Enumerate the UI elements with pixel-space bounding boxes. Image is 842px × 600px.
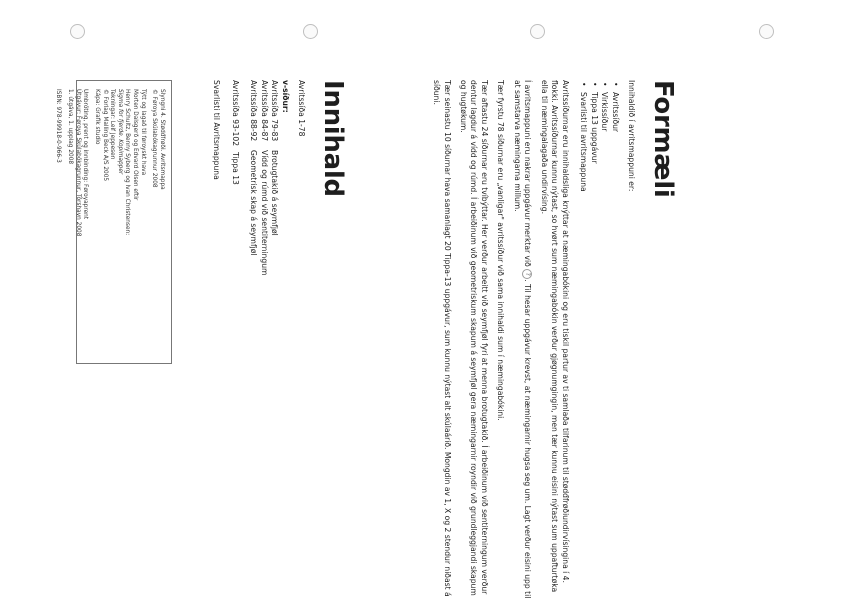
list-item: • Virkissíður xyxy=(599,92,609,600)
colophon-block-2 xyxy=(92,89,145,355)
colophon-line: Henry Schultz, Benny Syberg og Ivan Christensen: xyxy=(124,89,131,236)
colophon-block-1 xyxy=(150,89,165,355)
row-topic: Brotugtakið á seymfjøl xyxy=(270,150,280,236)
contents-list xyxy=(578,80,620,600)
paragraph-2-start: Í avritsmappuni eru nakrar uppgávur merktar við xyxy=(523,80,533,267)
table-row xyxy=(248,80,258,600)
list-item: • Tippa 13 uppgávur xyxy=(588,92,598,600)
punch-hole-4 xyxy=(759,24,774,39)
paragraph-2-end: . Til hesar uppgávur krevst, at næmingarnir hugsa seg um. Lagt verður eisini upp til at samstarva næmingarna millum. xyxy=(512,80,533,599)
paragraph-5: Tær seinastu 10 síðurnar hava samanlagt 20 Tippa-13 uppgávur, sum kunnu nýtast alt skúlaárið. Mongdin av 1, X og 2 stendur niðast á síðuni. xyxy=(432,80,452,597)
colophon-line: Morten Dalsgerð og Edvard Olsen eftir xyxy=(132,89,139,201)
row-pages: Avritssíða 88-92 xyxy=(249,80,259,142)
punch-hole-1 xyxy=(70,24,85,39)
paragraph-1: Avritssíðurnar eru innihaldsliga knýttar at næmingabókini og eru tiskil partur av ti samlaða tilfarinum til stødđfrøðiundirvísingina í 4. flokki. Avritssíðurnar kunnu nýtast, so hvørt sum næmingabókin verður gjøgnumgingin, men tær kunnu eisini nýtast sum uppafturtøka ella til næmingalagaða undirvísing. xyxy=(539,80,570,593)
list-item: • Svarlisti til avritsmappuna xyxy=(578,92,588,600)
row-topic: Tippa 13 xyxy=(230,152,240,185)
colophon-box xyxy=(55,80,172,364)
colophon-line: Slyngni 4. Stødđfrøði. Avritsmappa xyxy=(159,89,165,190)
document-page xyxy=(55,80,680,600)
vsidur-label: v-síður: xyxy=(280,80,290,113)
isbn-line: ISBN: 978-99918-0-966-3 xyxy=(55,89,62,163)
colophon-line: Umbróting, prent og innbinding: Føroyaprent xyxy=(82,89,89,220)
colophon-line: Týtt og lagað til føroyskt hava xyxy=(139,89,146,176)
row-pages: Avritssíða 84-87 xyxy=(259,80,269,142)
colophon-line: 1. útgáva, 1. upplag 2008 xyxy=(66,89,73,165)
table-row xyxy=(229,80,239,600)
punch-hole-3 xyxy=(530,24,545,39)
table-row xyxy=(269,80,279,600)
innihald-section xyxy=(211,80,350,600)
row-pages: Avritssíða 93-102 xyxy=(230,80,240,147)
paragraph-3: Tær fyrstu 78 síðurnar eru „vanligar" avritssíður við sama innihaldi sum í næmingabókini. xyxy=(496,80,506,421)
colophon-line: © Føroya Skúlabókagrunnur 2008 xyxy=(151,89,158,188)
svarlisti-line: Svarlisti til Avritsmappuna xyxy=(212,80,222,180)
table-row xyxy=(258,80,268,600)
question-icon: ? xyxy=(522,269,532,279)
formaeli-section xyxy=(425,80,680,600)
colophon-line: Útgávur: Føroya Skúlabókagrunnur, Tórshavn 2008 xyxy=(74,89,81,237)
formaeli-intro: Innihaldið í avritsmappuni er: xyxy=(627,80,637,192)
colophon-line: © Forlag Malling Beck A/S 2005 xyxy=(101,89,108,182)
colophon-line: Tekningar: Leif Jeppesen xyxy=(109,89,116,160)
colophon-line: Sigma for fjerde. Kopimapper xyxy=(116,89,123,175)
innihald-title: Innihald xyxy=(318,80,348,197)
row-topic: Vídd og rúmd við sentiterningum xyxy=(259,150,269,276)
paragraph-4: Tær aftastu 24 síðurnar eru tvíbýttar. Her verður arbeitt við seymfjøl fyri at menna brotugtakið. Í arbeiðinum við sentiterningum verður dentur lagdur á vídd og rúmd. Í arbeiðinum við geometriskum skapum á seymfjøl gera næmingarnir royndir við grundleggjandi skapum og hugtøkum. xyxy=(459,80,489,596)
punch-hole-2 xyxy=(303,24,318,39)
row-pages: Avritssíða 79-83 xyxy=(270,80,280,142)
paragraph-2 xyxy=(511,80,532,600)
formaeli-title: Formæli xyxy=(648,80,678,198)
row-topic: Geometrisk skap á seymfjøl xyxy=(249,150,259,256)
colophon-block-3 xyxy=(65,89,88,355)
colophon-line: Kápa: Grafik studio xyxy=(93,89,100,145)
list-item: • Avritssíður xyxy=(609,92,619,600)
innihald-line-1: Avritssíða 1-78 xyxy=(297,80,307,137)
